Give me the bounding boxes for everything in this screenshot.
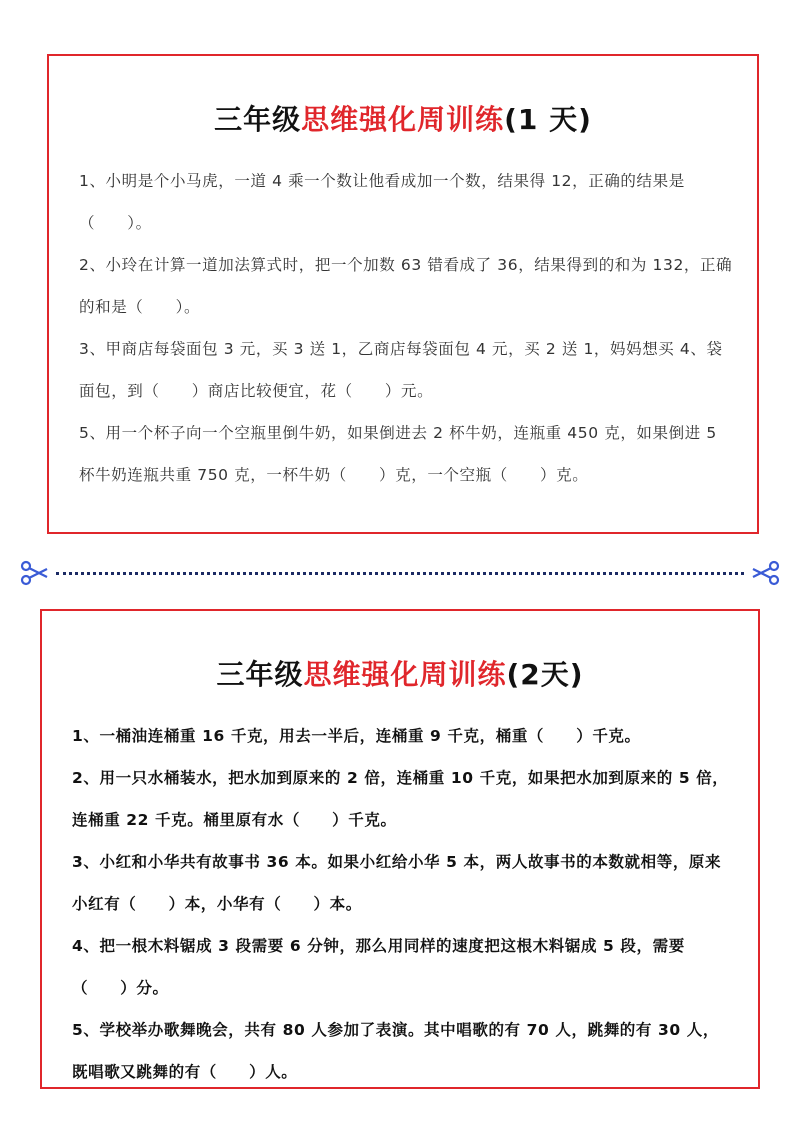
worksheet-card-day1 [47, 54, 759, 534]
scissors-icon [20, 560, 48, 586]
question-2: 2、小玲在计算一道加法算式时，把一个加数 63 错看成了 36，结果得到的和为 132，正确的和是（ ）。 [79, 256, 733, 316]
card-title [49, 98, 757, 138]
question-3: 3、小红和小华共有故事书 36 本。如果小红给小华 5 本，两人故事书的本数就相等，原来小红有（ ）本，小华有（ ）本。 [72, 853, 722, 913]
question-4: 4、把一根木料锯成 3 段需要 6 分钟，那么用同样的速度把这根木料锯成 5 段，需要（ ）分。 [72, 937, 685, 997]
question-1: 1、一桶油连桶重 16 千克，用去一半后，连桶重 9 千克，桶重（ ）千克。 [72, 727, 641, 745]
scissors-icon [752, 560, 780, 586]
card-title [42, 653, 758, 693]
dotted-cut-line [56, 572, 744, 575]
question-1: 1、小明是个小马虎，一道 4 乘一个数让他看成加一个数，结果得 12，正确的结果是（ ）。 [79, 172, 685, 232]
title-day: (2天) [506, 658, 584, 691]
title-grade: 三年级 [214, 103, 302, 136]
question-3: 3、甲商店每袋面包 3 元，买 3 送 1，乙商店每袋面包 4 元，买 2 送 1，妈妈想买 4、袋面包，到（ ）商店比较便宜，花（ ）元。 [79, 340, 723, 400]
title-grade: 三年级 [216, 658, 304, 691]
title-topic: 思维强化周训练 [303, 658, 507, 691]
question-5: 5、学校举办歌舞晚会，共有 80 人参加了表演。其中唱歌的有 70 人，跳舞的有 30 人，既唱歌又跳舞的有（ ）人。 [72, 1021, 719, 1081]
title-day: (1 天) [504, 103, 592, 136]
cut-line [20, 560, 780, 586]
worksheet-card-day2 [40, 609, 760, 1089]
question-2: 2、用一只水桶装水，把水加到原来的 2 倍，连桶重 10 千克，如果把水加到原来的 5 倍，连桶重 22 千克。桶里原有水（ ）千克。 [72, 769, 729, 829]
question-5: 5、用一个杯子向一个空瓶里倒牛奶，如果倒进去 2 杯牛奶，连瓶重 450 克，如果倒进 5 杯牛奶连瓶共重 750 克，一杯牛奶（ ）克，一个空瓶（ ）克。 [79, 424, 717, 484]
title-topic: 思维强化周训练 [301, 103, 505, 136]
